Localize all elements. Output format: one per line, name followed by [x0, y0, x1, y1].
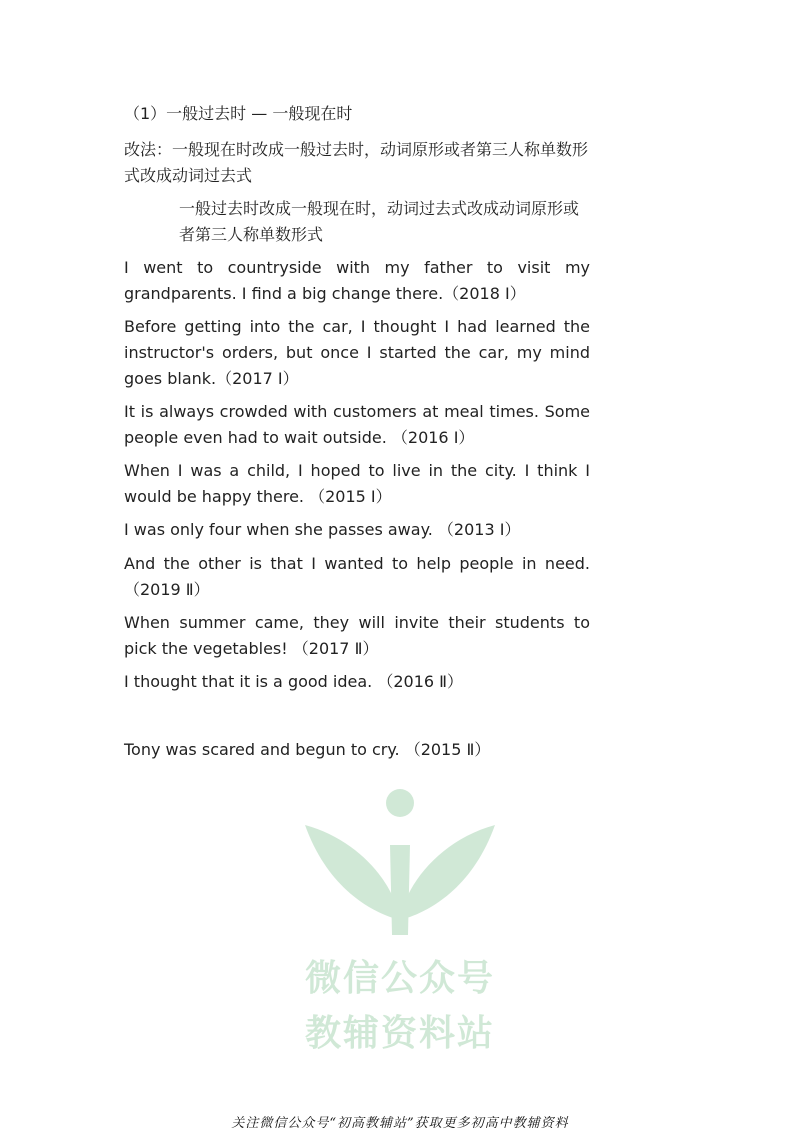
example-5: I was only four when she passes away. （2013 Ⅰ） [124, 520, 521, 539]
sprout-logo-icon [300, 785, 500, 935]
example-4: When I was a child, I hoped to live in the city. I think I would be happy there. （2015 Ⅰ） [124, 461, 590, 506]
rule-second: 一般过去时改成一般现在时，动词过去式改成动词原形或者第三人称单数形式 [179, 199, 580, 244]
example-6: And the other is that I wanted to help people in need.（2019 Ⅱ） [124, 554, 590, 599]
example-9: Tony was scared and begun to cry. （2015 Ⅱ） [124, 740, 491, 759]
example-7: When summer came, they will invite their students to pick the vegetables! （2017 Ⅱ） [124, 613, 590, 658]
rule-intro: 改法：一般现在时改成一般过去时，动词原形或者第三人称单数形式改成动词过去式 [124, 140, 589, 185]
example-1: I went to countryside with my father to visit my grandparents. I find a big change there.（2018 Ⅰ） [124, 258, 590, 303]
example-8: I thought that it is a good idea. （2016 Ⅱ） [124, 672, 464, 691]
example-3: It is always crowded with customers at meal times. Some people even had to wait outside. （2016 Ⅰ） [124, 402, 590, 447]
example-2: Before getting into the car, I thought I had learned the instructor's orders, but once I started the car, my mind goes blank.（2017 Ⅰ） [124, 317, 590, 388]
page-footer: 关注微信公众号“初高教辅站”获取更多初高中教辅资料 [231, 1116, 569, 1131]
section-heading: （1）一般过去时 — 一般现在时 [124, 104, 353, 123]
watermark-line-2: 教辅资料站 [304, 1013, 495, 1054]
watermark-line-1: 微信公众号 [304, 958, 495, 999]
watermark-logo [300, 785, 500, 1055]
